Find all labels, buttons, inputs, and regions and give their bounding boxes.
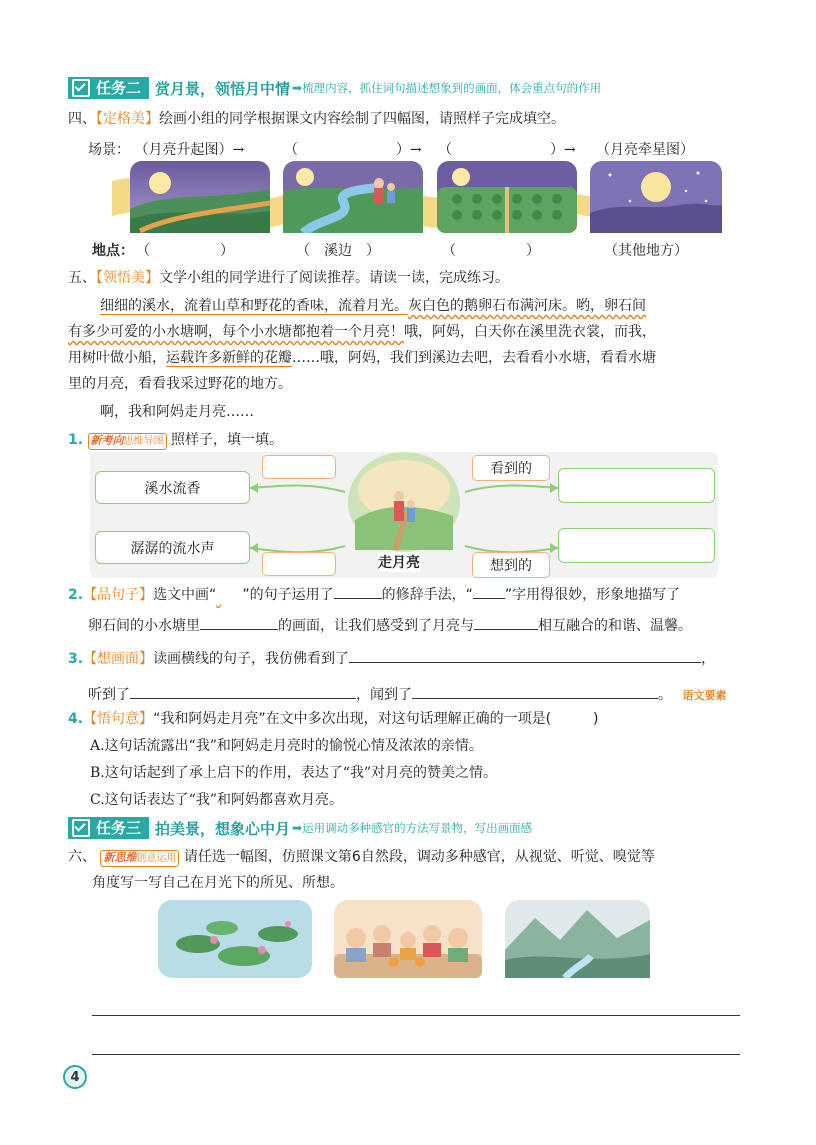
orchard-picture [437,161,577,233]
mind-map-right-bottom-blank[interactable] [558,528,715,563]
scene-row: 场景： （月亮升起图）→ [88,142,245,158]
sub2-blank-1[interactable] [334,584,382,599]
sub3-blank-smelled[interactable] [412,684,658,699]
place-label: 地点： [92,243,134,259]
scene-blank-2[interactable]: （ ）→ [284,142,422,158]
scene-blank-3[interactable]: （ ）→ [438,142,576,158]
sub2-blank-3[interactable] [200,615,278,630]
task2-subtitle: 梳理内容，抓住词句描述想象到的画面，体会重点句的作用 [302,81,602,95]
task2-header [68,77,601,99]
moon-stars-picture [590,161,722,233]
new-direction-badge: 新考向思维导图 [88,433,167,450]
sub2-blank-4[interactable] [474,615,538,630]
answer-line-1[interactable] [92,1015,740,1016]
mind-map-blank-top[interactable] [262,455,336,479]
stream-picture [283,161,423,233]
arrow-icon: ➡ [292,81,303,95]
q4-prompt: 四、【定格美】绘画小组的同学根据课文内容绘制了四幅图，请照样子完成填空。 [68,111,565,127]
passage-line-2: 有多少可爱的小水塘啊，每个小水塘都抱着一个月亮！哦，阿妈，白天你在溪里洗衣裳，而我， [68,324,656,340]
arrow-icon: ➡ [292,821,303,835]
lotus-pond-picture [158,900,312,978]
option-c[interactable]: C.这句话表达了“我”和阿妈都喜欢月亮。 [90,792,343,808]
mind-map-center-caption: 走月亮 [378,552,420,572]
new-thinking-badge: 新思维创意运用 [100,850,179,867]
passage-line-1: 细细的溪水，流着山草和野花的香味，流着月光。灰白色的鹅卵石布满河床。哟，卵石间 [100,298,646,314]
q6-line-2: 角度写一写自己在月光下的所见、所想。 [92,875,344,891]
mind-map-thought-label: 想到的 [472,552,550,578]
task3-title: 拍美景，想象心中月 [155,819,291,838]
sub3-line-1: 3.【想画面】读画横线的句子，我仿佛看到了 ， [68,648,715,668]
passage-line-4: 里的月亮，看看我采过野花的地方。 [68,376,292,392]
wavy-sample [216,587,242,603]
task3-tag: 任务三 [68,817,149,839]
language-element-badge: 语文要素 [682,689,727,702]
sub3-line-2: 听到了 ，闻到了 。 语文要素 [88,684,726,704]
sub2-line-1: 2.【品句子】选文中画“ ”的句子运用了 的修辞手法，“ ”字用得很妙，形象地描写了 [68,584,680,604]
mind-map-right-top-blank[interactable] [558,468,715,503]
family-dinner-picture [334,900,482,978]
sub2-blank-2[interactable] [473,584,505,599]
mind-map-left-top: 溪水流香 [95,471,250,504]
mind-map-blank-bottom[interactable] [262,552,336,576]
mountain-stream-picture [505,900,650,978]
place-2: （ 溪边 ） [296,243,380,259]
sub1-prompt: 1. 新考向思维导图 照样子，填一填。 [68,432,283,448]
place-4: （其他地方） [604,243,688,259]
task2-tag: 任务二 [68,77,149,99]
q4-tag: 【定格美】 [96,111,159,127]
scene-4: （月亮牵星图） [596,142,694,158]
task2-title: 赏月景，领悟月中情 [155,79,291,98]
passage-line-5: 啊，我和阿妈走月亮…… [100,404,254,420]
place-blank-3[interactable]: （ ） [442,243,540,259]
q5-prompt: 五、【领悟美】文学小组的同学进行了阅读推荐。请读一读，完成练习。 [68,270,509,286]
task3-header [68,817,532,839]
mind-map-seen-label: 看到的 [472,455,550,481]
passage-line-3: 用树叶做小船，运载许多新鲜的花瓣……哦，阿妈，我们到溪边去吧，去看看小水塘，看看水塘 [68,350,656,366]
moonrise-picture [130,161,270,233]
sub4-prompt: 4.【悟句意】“我和阿妈走月亮”在文中多次出现，对这句话理解正确的一项是( ) [68,711,599,727]
answer-line-2[interactable] [92,1054,740,1055]
sub3-blank-seen[interactable] [349,648,701,663]
task3-subtitle: 运用调动多种感官的方法写景物，写出画面感 [302,821,533,835]
option-a[interactable]: A.这句话流露出“我”和阿妈走月亮时的愉悦心情及浓浓的亲情。 [90,738,483,754]
q6-line-1: 六、 新思维创意运用 请任选一幅图，仿照课文第6自然段，调动多种感官，从视觉、听觉、嗅觉等 [68,849,655,865]
page-number: 4 [63,1065,87,1089]
place-blank-1[interactable]: （ ） [136,243,234,259]
sub2-line-2: 卵石间的小水塘里 的画面，让我们感受到了月亮与 相互融合的和谐、温馨。 [88,615,692,635]
checkbox-icon [72,79,90,97]
mind-map-left-bottom: 潺潺的流水声 [95,531,250,564]
sub3-blank-heard[interactable] [130,684,356,699]
checkbox-icon [72,819,90,837]
option-b[interactable]: B.这句话起到了承上启下的作用，表达了“我”对月亮的赞美之情。 [90,765,498,781]
q5-tag: 【领悟美】 [96,270,159,286]
